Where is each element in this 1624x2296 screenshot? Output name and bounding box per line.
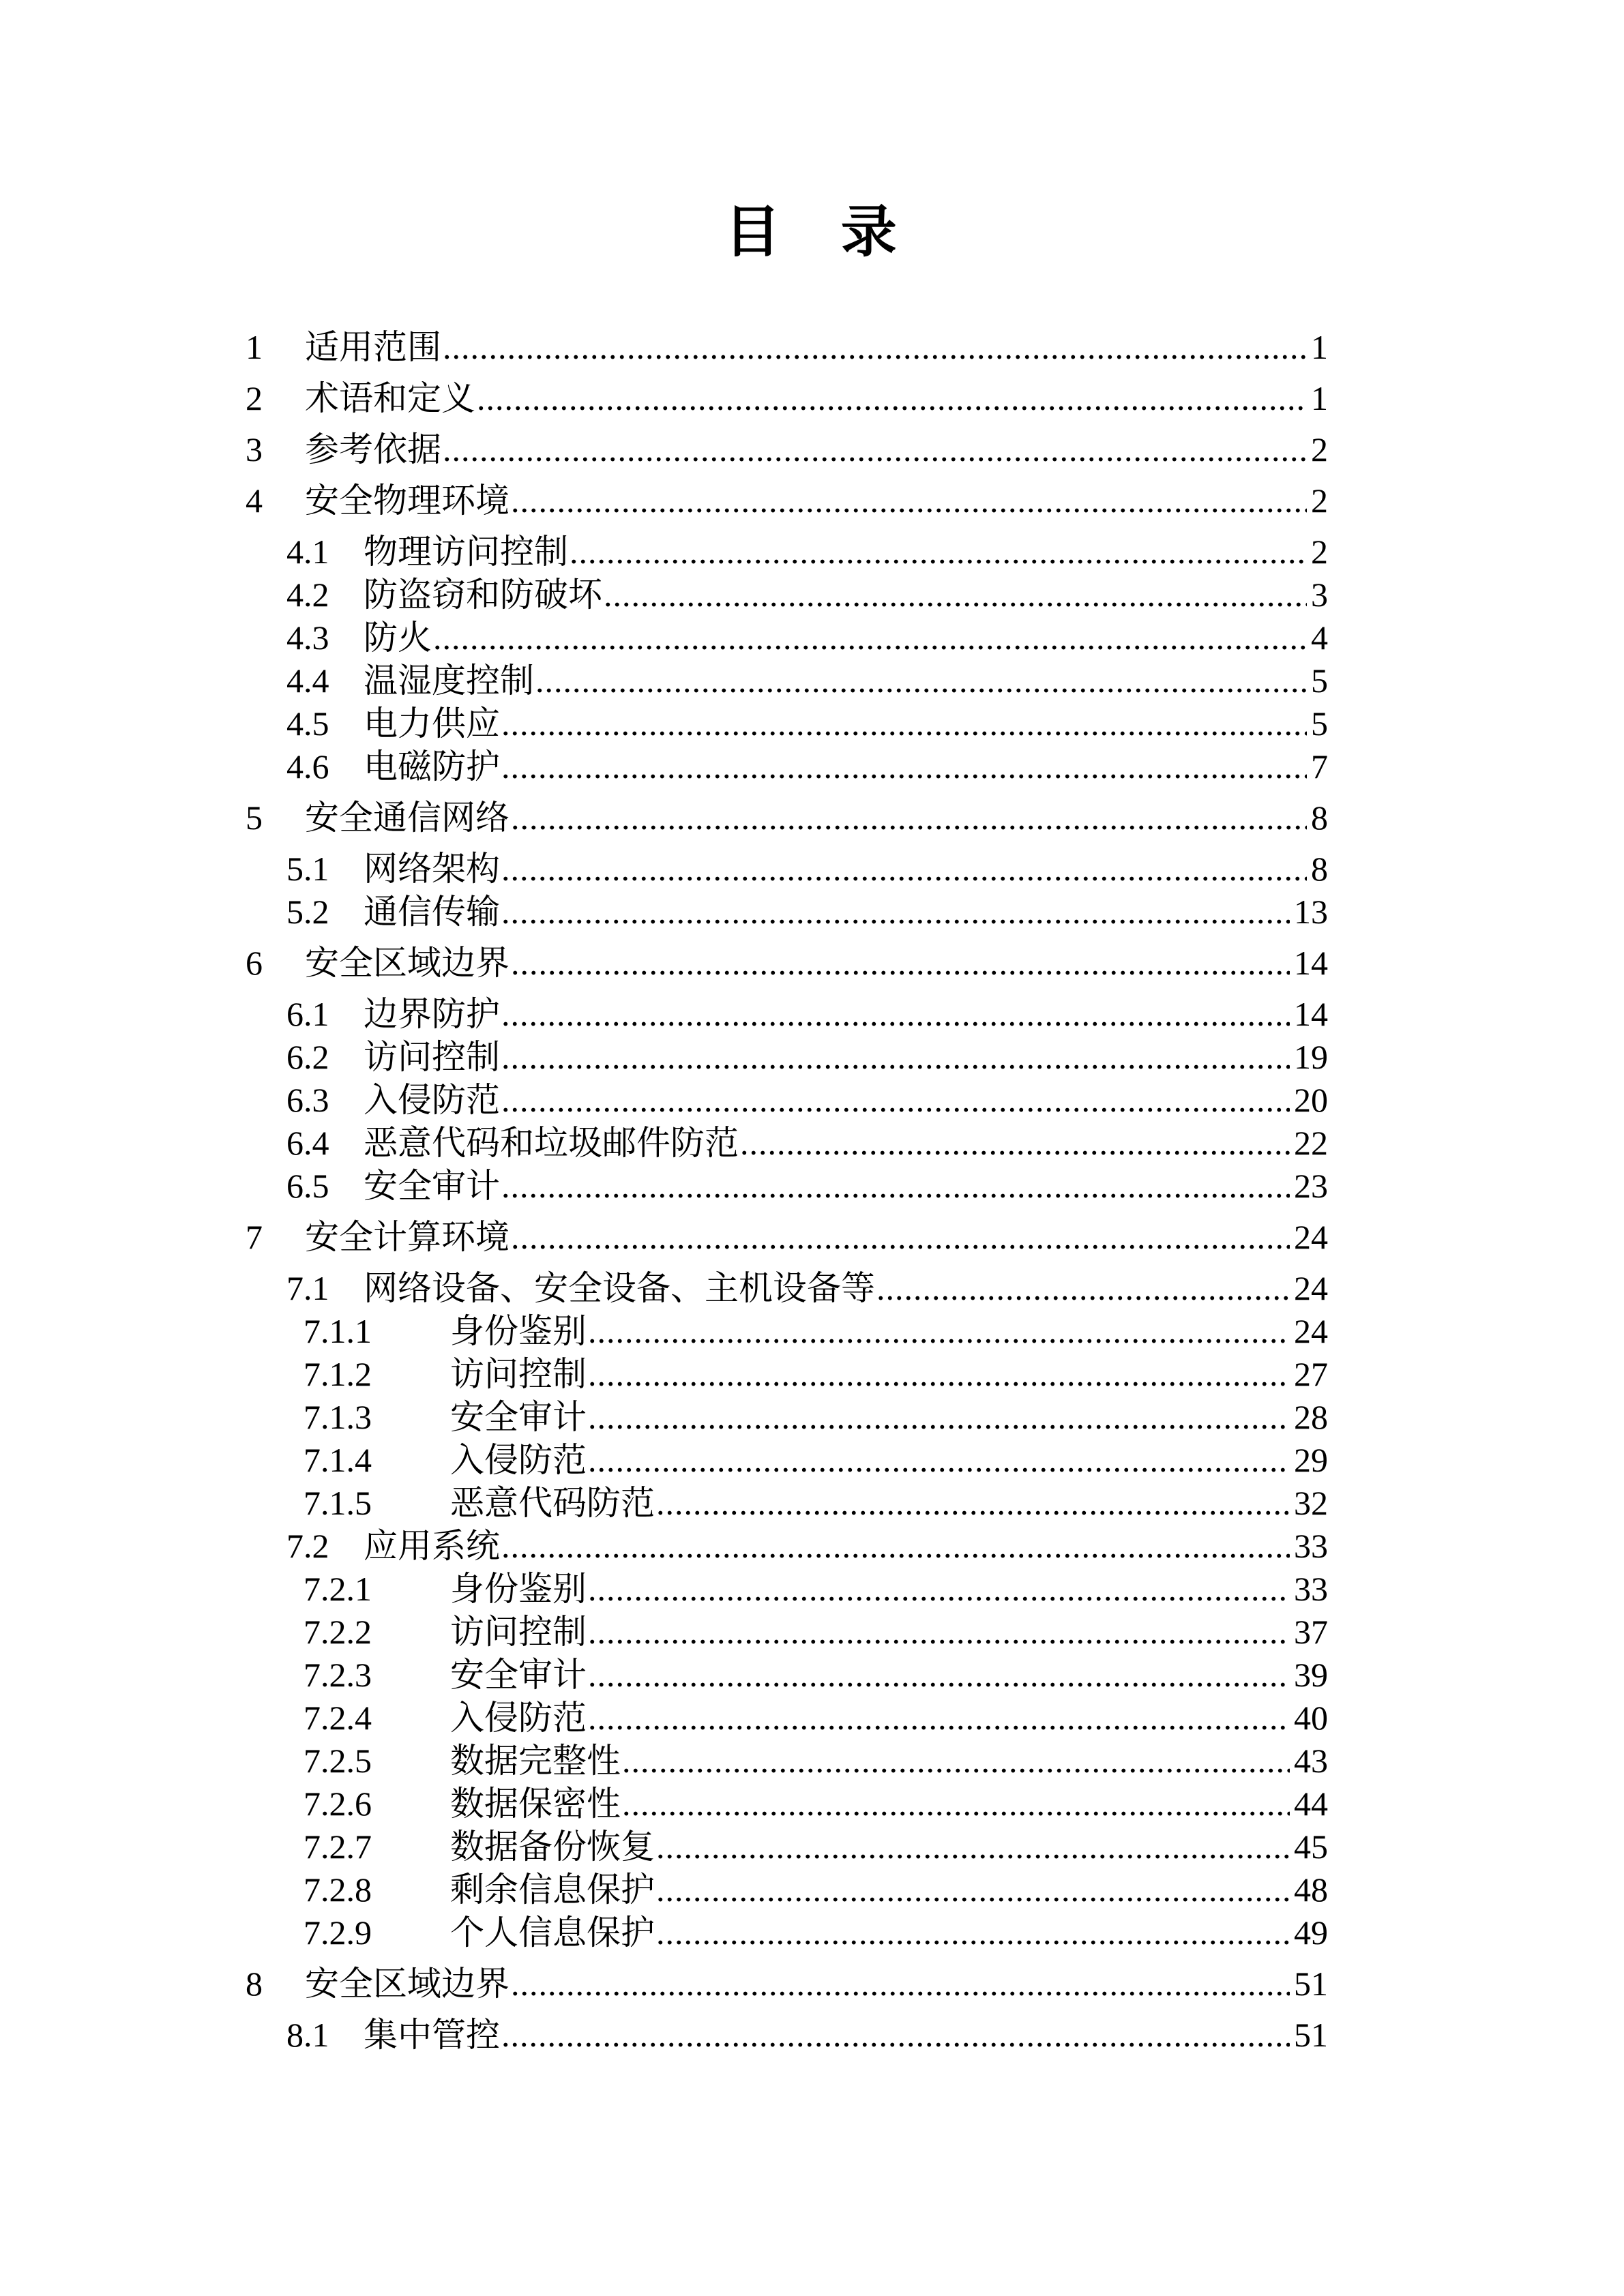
toc-entry-title: 应用系统 (364, 1527, 500, 1565)
toc-dot-leader (588, 1656, 1290, 1694)
toc-dot-leader (622, 1785, 1290, 1823)
toc-entry-title: 安全计算环境 (305, 1218, 510, 1256)
toc-entry-number: 4.4 (286, 661, 329, 700)
toc-entry-number: 4.2 (286, 576, 329, 614)
toc-entry-number: 7.2.2 (304, 1613, 372, 1651)
toc-entry[interactable] (246, 380, 1328, 417)
toc-entry-number: 2 (246, 379, 263, 417)
toc-entry[interactable] (246, 1219, 1328, 1256)
toc-list (246, 329, 1328, 2054)
toc-entry-title: 身份鉴别 (450, 1570, 587, 1608)
toc-entry-title: 访问控制 (450, 1613, 587, 1651)
toc-entry[interactable] (246, 619, 1328, 657)
toc-entry-title: 安全审计 (450, 1398, 587, 1436)
toc-entry[interactable] (246, 1356, 1328, 1393)
document-title: 目 录 (724, 201, 900, 263)
toc-entry-title: 访问控制 (364, 1038, 500, 1076)
toc-entry-page: 24 (1294, 1218, 1328, 1256)
toc-entry[interactable] (246, 1399, 1328, 1436)
toc-entry-page: 19 (1294, 1038, 1328, 1076)
toc-entry[interactable] (246, 533, 1328, 571)
toc-entry[interactable] (246, 576, 1328, 614)
toc-entry-number: 7.2.7 (304, 1828, 372, 1866)
toc-entry-number: 7.1.5 (304, 1484, 372, 1522)
toc-entry[interactable] (246, 2016, 1328, 2054)
toc-entry-page: 43 (1294, 1742, 1328, 1780)
toc-dot-leader (511, 1965, 1290, 2003)
toc-entry-title: 网络设备、安全设备、主机设备等 (364, 1269, 875, 1307)
toc-entry-title: 安全审计 (450, 1656, 587, 1694)
toc-entry-title: 防火 (364, 618, 432, 657)
toc-entry[interactable] (246, 1656, 1328, 1694)
toc-entry-title: 防盗窃和防破坏 (364, 576, 602, 614)
toc-dot-leader (588, 1613, 1290, 1651)
toc-dot-leader (501, 2016, 1290, 2054)
toc-dot-leader (588, 1399, 1290, 1436)
toc-entry-number: 4.1 (286, 533, 329, 571)
toc-dot-leader (604, 576, 1307, 614)
toc-entry-page: 5 (1311, 704, 1328, 743)
toc-entry-title: 安全物理环境 (305, 481, 510, 520)
toc-dot-leader (477, 380, 1307, 417)
toc-dot-leader (511, 1219, 1290, 1256)
toc-entry-page: 24 (1294, 1312, 1328, 1350)
toc-entry-title: 入侵防范 (450, 1699, 587, 1737)
toc-entry[interactable] (246, 996, 1328, 1033)
toc-dot-leader (433, 619, 1307, 657)
toc-entry-number: 4 (246, 481, 263, 520)
toc-entry-title: 访问控制 (450, 1355, 587, 1393)
toc-dot-leader (656, 1485, 1290, 1522)
toc-dot-leader (588, 1313, 1290, 1350)
toc-dot-leader (501, 748, 1307, 786)
toc-entry-number: 7.1.3 (304, 1398, 372, 1436)
toc-dot-leader (622, 1742, 1290, 1780)
toc-entry-page: 32 (1294, 1484, 1328, 1522)
toc-entry[interactable] (246, 1828, 1328, 1866)
toc-dot-leader (511, 944, 1290, 982)
toc-entry-number: 1 (246, 328, 263, 366)
toc-entry[interactable] (246, 482, 1328, 520)
toc-entry-title: 身份鉴别 (450, 1312, 587, 1350)
toc-entry-number: 5 (246, 799, 263, 837)
toc-entry-page: 48 (1294, 1870, 1328, 1909)
toc-entry-page: 22 (1294, 1124, 1328, 1162)
toc-dot-leader (501, 1039, 1290, 1076)
toc-entry-page: 14 (1294, 995, 1328, 1033)
toc-entry-title: 电磁防护 (364, 747, 500, 786)
toc-entry-number: 8.1 (286, 2016, 329, 2054)
toc-dot-leader (501, 1167, 1290, 1205)
toc-entry-page: 51 (1294, 2016, 1328, 2054)
toc-entry-number: 7.2.8 (304, 1870, 372, 1909)
toc-entry-number: 6.2 (286, 1038, 329, 1076)
toc-entry-number: 4.6 (286, 747, 329, 786)
toc-entry-page: 7 (1311, 747, 1328, 786)
toc-entry-number: 7.1.2 (304, 1355, 372, 1393)
toc-dot-leader (501, 893, 1290, 931)
toc-dot-leader (740, 1124, 1290, 1162)
toc-entry[interactable] (246, 1442, 1328, 1479)
toc-entry[interactable] (246, 1570, 1328, 1608)
toc-entry-number: 7.1 (286, 1269, 329, 1307)
toc-dot-leader (656, 1828, 1290, 1866)
toc-entry-number: 7.2.6 (304, 1785, 372, 1823)
toc-entry[interactable] (246, 1313, 1328, 1350)
toc-dot-leader (588, 1699, 1290, 1737)
toc-dot-leader (511, 799, 1307, 837)
toc-entry[interactable] (246, 850, 1328, 888)
toc-entry-number: 7.2.5 (304, 1742, 372, 1780)
toc-entry-page: 49 (1294, 1913, 1328, 1952)
toc-entry-page: 2 (1311, 481, 1328, 520)
toc-entry-title: 参考依据 (305, 430, 441, 468)
toc-entry-number: 6.5 (286, 1167, 329, 1205)
toc-entry-page: 51 (1294, 1965, 1328, 2003)
toc-entry-page: 20 (1294, 1081, 1328, 1119)
toc-entry-number: 7.1.1 (304, 1312, 372, 1350)
toc-entry-title: 电力供应 (364, 704, 500, 743)
toc-entry-page: 45 (1294, 1828, 1328, 1866)
toc-entry-number: 6 (246, 944, 263, 982)
toc-entry-page: 8 (1311, 850, 1328, 888)
toc-entry-title: 入侵防范 (450, 1441, 587, 1479)
toc-entry-page: 1 (1311, 379, 1328, 417)
toc-entry-title: 个人信息保护 (450, 1913, 655, 1952)
toc-entry-page: 13 (1294, 893, 1328, 931)
toc-entry[interactable] (246, 1785, 1328, 1823)
toc-entry-page: 33 (1294, 1570, 1328, 1608)
toc-entry-number: 7.2.4 (304, 1699, 372, 1737)
toc-entry[interactable] (246, 1039, 1328, 1076)
toc-entry-title: 数据完整性 (450, 1742, 621, 1780)
toc-entry-page: 33 (1294, 1527, 1328, 1565)
toc-entry-title: 安全审计 (364, 1167, 500, 1205)
toc-entry-number: 5.2 (286, 893, 329, 931)
toc-entry-page: 23 (1294, 1167, 1328, 1205)
toc-dot-leader (570, 533, 1307, 571)
toc-dot-leader (588, 1570, 1290, 1608)
toc-entry-title: 恶意代码防范 (450, 1484, 655, 1522)
toc-entry[interactable] (246, 1871, 1328, 1909)
toc-entry-number: 7.1.4 (304, 1441, 372, 1479)
toc-entry[interactable] (246, 1699, 1328, 1737)
toc-entry-title: 安全区域边界 (305, 944, 510, 982)
toc-entry-title: 数据保密性 (450, 1785, 621, 1823)
toc-entry[interactable] (246, 1124, 1328, 1162)
toc-entry[interactable] (246, 893, 1328, 931)
toc-entry[interactable] (246, 1082, 1328, 1119)
toc-dot-leader (501, 1527, 1290, 1565)
toc-entry-number: 5.1 (286, 850, 329, 888)
toc-entry-page: 27 (1294, 1355, 1328, 1393)
toc-entry-page: 37 (1294, 1613, 1328, 1651)
toc-entry-page: 14 (1294, 944, 1328, 982)
toc-entry-number: 6.3 (286, 1081, 329, 1119)
toc-dot-leader (656, 1914, 1290, 1952)
toc-entry-title: 恶意代码和垃圾邮件防范 (364, 1124, 739, 1162)
toc-entry-page: 40 (1294, 1699, 1328, 1737)
toc-dot-leader (588, 1442, 1290, 1479)
toc-dot-leader (588, 1356, 1290, 1393)
toc-entry-title: 安全通信网络 (305, 799, 510, 837)
toc-entry-title: 边界防护 (364, 995, 500, 1033)
toc-entry-title: 术语和定义 (305, 379, 475, 417)
toc-dot-leader (511, 482, 1307, 520)
toc-entry-page: 39 (1294, 1656, 1328, 1694)
toc-entry-number: 7 (246, 1218, 263, 1256)
toc-entry[interactable] (246, 1965, 1328, 2003)
toc-entry-page: 8 (1311, 799, 1328, 837)
toc-entry[interactable] (246, 1613, 1328, 1651)
toc-dot-leader (501, 850, 1307, 888)
toc-dot-leader (443, 329, 1307, 366)
toc-entry-page: 1 (1311, 328, 1328, 366)
toc-entry-page: 5 (1311, 661, 1328, 700)
toc-entry-title: 数据备份恢复 (450, 1828, 655, 1866)
toc-entry[interactable] (246, 662, 1328, 700)
toc-dot-leader (501, 1082, 1290, 1119)
toc-entry-number: 7.2 (286, 1527, 329, 1565)
toc-entry-page: 4 (1311, 618, 1328, 657)
toc-entry-number: 7.2.3 (304, 1656, 372, 1694)
toc-entry[interactable] (246, 329, 1328, 366)
toc-dot-leader (501, 705, 1307, 743)
toc-entry[interactable] (246, 705, 1328, 743)
toc-entry-title: 安全区域边界 (305, 1965, 510, 2003)
toc-entry[interactable] (246, 1527, 1328, 1565)
toc-entry-number: 4.3 (286, 618, 329, 657)
toc-entry-title: 温湿度控制 (364, 661, 534, 700)
toc-dot-leader (501, 996, 1290, 1033)
toc-entry-page: 29 (1294, 1441, 1328, 1479)
toc-entry[interactable] (246, 1485, 1328, 1522)
toc-entry-page: 2 (1311, 430, 1328, 468)
toc-entry-page: 28 (1294, 1398, 1328, 1436)
toc-entry[interactable] (246, 1270, 1328, 1307)
toc-entry-number: 7.2.1 (304, 1570, 372, 1608)
toc-dot-leader (876, 1270, 1290, 1307)
toc-entry-title: 集中管控 (364, 2016, 500, 2054)
toc-dot-leader (656, 1871, 1290, 1909)
toc-entry[interactable] (246, 1167, 1328, 1205)
toc-dot-leader (443, 431, 1307, 468)
toc-entry[interactable] (246, 799, 1328, 837)
toc-entry-number: 6.4 (286, 1124, 329, 1162)
toc-entry-title: 通信传输 (364, 893, 500, 931)
toc-entry-title: 剩余信息保护 (450, 1870, 655, 1909)
toc-entry-title: 入侵防范 (364, 1081, 500, 1119)
toc-entry-page: 44 (1294, 1785, 1328, 1823)
toc-entry-page: 24 (1294, 1269, 1328, 1307)
toc-entry-title: 适用范围 (305, 328, 441, 366)
toc-entry-page: 3 (1311, 576, 1328, 614)
toc-entry[interactable] (246, 1742, 1328, 1780)
toc-entry-number: 8 (246, 1965, 263, 2003)
toc-entry-number: 7.2.9 (304, 1913, 372, 1952)
toc-entry[interactable] (246, 431, 1328, 468)
toc-dot-leader (535, 662, 1307, 700)
toc-entry-title: 物理访问控制 (364, 533, 568, 571)
toc-entry-number: 3 (246, 430, 263, 468)
toc-entry[interactable] (246, 1914, 1328, 1952)
toc-entry-page: 2 (1311, 533, 1328, 571)
toc-entry-title: 网络架构 (364, 850, 500, 888)
toc-entry[interactable] (246, 944, 1328, 982)
toc-entry[interactable] (246, 748, 1328, 786)
toc-entry-number: 6.1 (286, 995, 329, 1033)
toc-entry-number: 4.5 (286, 704, 329, 743)
